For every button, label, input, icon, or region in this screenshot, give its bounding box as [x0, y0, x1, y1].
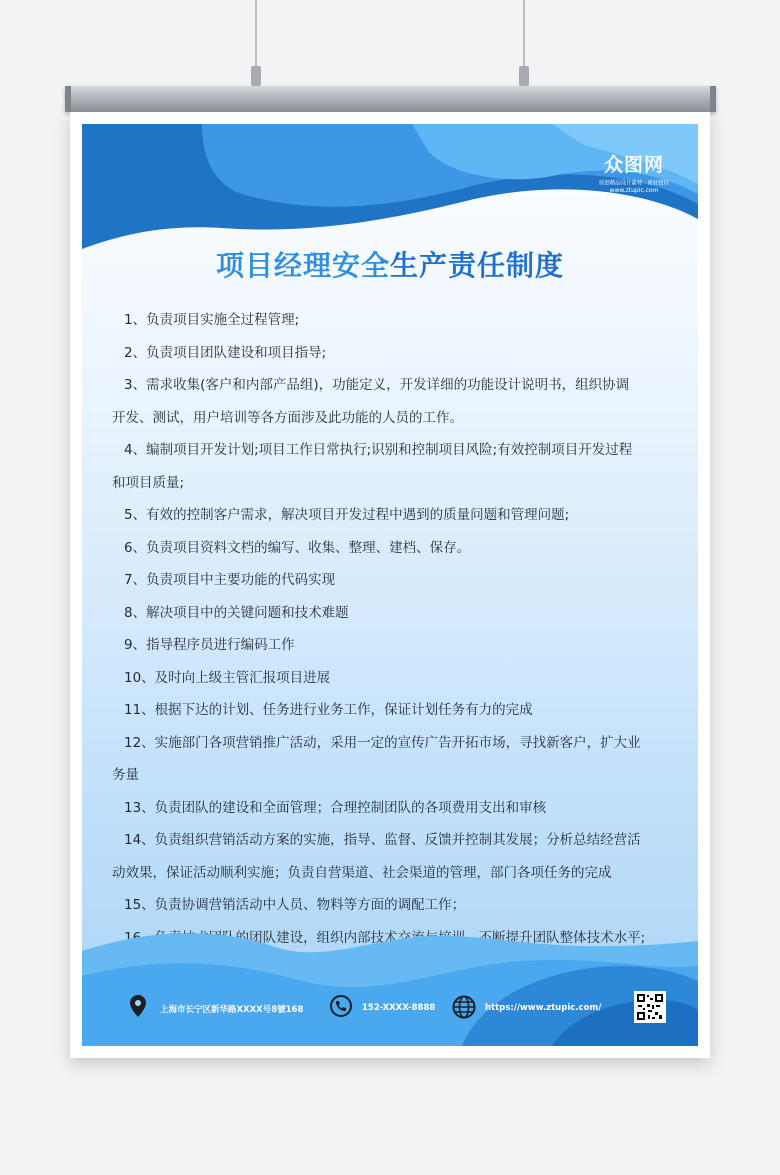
list-item: 10、及时向上级主管汇报项目进展 — [124, 669, 331, 686]
logo-name: 众图网 — [603, 154, 664, 176]
list-item: 4、编制项目开发计划;项目工作日常执行;识别和控制项目风险;有效控制项目开发过程 和项目质量; — [112, 442, 633, 491]
phone-icon — [330, 995, 352, 1017]
list-item: 7、负责项目中主要功能的代码实现 — [124, 572, 336, 588]
list-item: 13、负责团队的建设和全面管理；合理控制团队的各项费用支出和审核 — [124, 799, 547, 816]
logo-tagline: 原创精品设计素材 · 商业授权 — [599, 180, 669, 187]
poster — [70, 112, 710, 1058]
list-item: 5、有效的控制客户需求，解决项目开发过程中遇到的质量问题和管理问题; — [124, 507, 570, 523]
list-item: 12、实施部门各项营销推广活动，采用一定的宣传广告开拓市场，寻找新客户，扩大业 务量 — [112, 734, 641, 783]
poster-content — [82, 124, 698, 1046]
list-item: 8、解决项目中的关键问题和技术难题 — [124, 604, 349, 621]
qr-code-icon — [634, 991, 666, 1023]
location-pin-icon — [130, 995, 146, 1017]
list-item: 3、需求收集(客户和内部产品组)，功能定义，开发详细的功能设计说明书，组织协调 开发、测试，用户培训等各方面涉及此功能的人员的工作。 — [112, 377, 630, 426]
phone-number: 152-XXXX-8888 — [362, 1003, 436, 1013]
list-item: 16、负责技术团队的团队建设，组织内部技术交流与培训，不断提升团队整体技术水平; — [124, 929, 646, 946]
title-part-2: 生产责任制度 — [390, 249, 565, 282]
list-item: 14、负责组织营销活动方案的实施，指导、监督、反馈并控制其发展；分析总结经营活 动效果，保证活动顺利实施；负责自营渠道、社会渠道的管理，部门各项任务的完成 — [112, 832, 641, 881]
globe-icon — [452, 995, 476, 1019]
website-url: https://www.ztupic.com/ — [485, 1003, 602, 1013]
list-item: 2、负责项目团队建设和项目指导; — [124, 344, 327, 361]
list-item: 9、指导程序员进行编码工作 — [124, 637, 295, 653]
hanger-clip-right — [519, 66, 529, 86]
contact-footer — [82, 989, 698, 1029]
list-item: 1、负责项目实施全过程管理; — [124, 312, 300, 328]
hanger-clip-left — [251, 66, 261, 86]
duty-list — [112, 304, 674, 954]
list-item: 6、负责项目资料文档的编写、收集、整理、建档、保存。 — [124, 539, 471, 556]
logo-url: www.ztupic.com — [609, 187, 659, 194]
poster-title — [82, 244, 698, 284]
list-item: 11、根据下达的计划、任务进行业务工作，保证计划任务有力的完成 — [124, 702, 533, 718]
list-item: 15、负责协调营销活动中人员、物料等方面的调配工作； — [124, 897, 466, 913]
address-text: 上海市长宁区新华路XXXX号8號168 — [160, 1005, 304, 1015]
hanger-cap-left — [65, 86, 71, 112]
poster-hanger-bar — [65, 86, 716, 112]
hanger-cap-right — [710, 86, 716, 112]
title-part-1: 项目经理安全 — [215, 249, 390, 282]
brand-logo — [594, 150, 674, 194]
